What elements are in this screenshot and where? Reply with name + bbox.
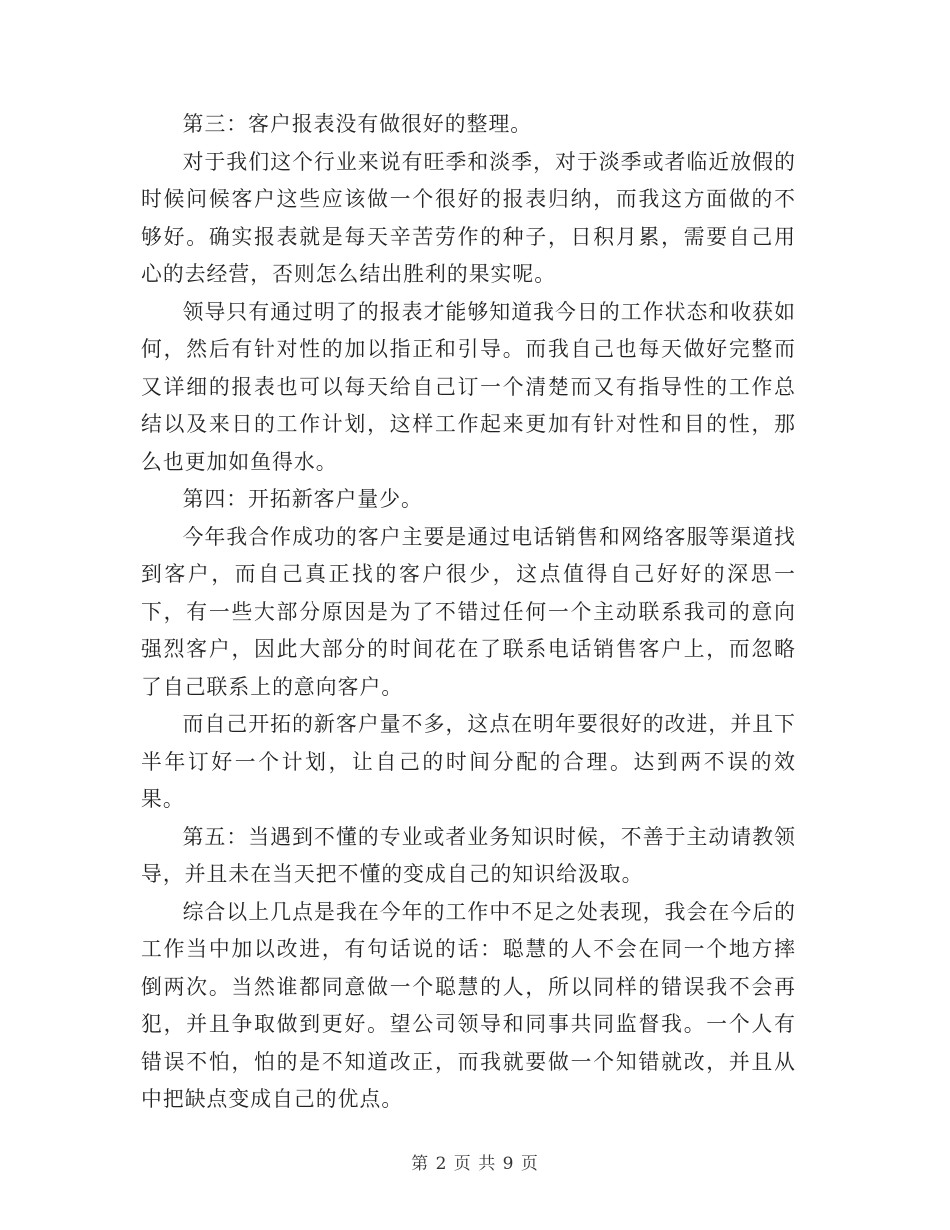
heading-point-three: 第三：客户报表没有做很好的整理。 <box>182 112 533 136</box>
paragraph: 而自己开拓的新客户量不多，这点在明年要很好的改进，并且下半年订好一个计划，让自己的时间分配的合理。达到两不误的效果。 <box>141 712 796 811</box>
paragraph: 今年我合作成功的客户主要是通过电话销售和网络客服等渠道找到客户，而自己真正找的客户很少，这点值得自己好好的深思一下，有一些大部分原因是为了不错过任何一个主动联系我司的意向强烈客户，因此大部分的时间花在了联系电话销售客户上，而忽略了自己联系上的意向客户。 <box>141 524 796 699</box>
paragraph: 领导只有通过明了的报表才能够知道我今日的工作状态和收获如何，然后有针对性的加以指正和引导。而我自己也每天做好完整而又详细的报表也可以每天给自己订一个清楚而又有指导性的工作总结以及来日的工作计划，这样工作起来更加有针对性和目的性，那么也更加如鱼得水。 <box>141 299 796 474</box>
body-text <box>141 106 796 1119</box>
page-number-footer: 第 2 页 共 9 页 <box>411 1154 539 1174</box>
paragraph: 综合以上几点是我在今年的工作中不足之处表现，我会在今后的工作当中加以改进，有句话说的话：聪慧的人不会在同一个地方摔倒两次。当然谁都同意做一个聪慧的人，所以同样的错误我不会再犯，并且争取做到更好。望公司领导和同事共同监督我。一个人有错误不怕，怕的是不知道改正，而我就要做一个知错就改，并且从中把缺点变成自己的优点。 <box>141 899 796 1111</box>
heading-point-four: 第四：开拓新客户量少。 <box>182 487 423 511</box>
paragraph: 对于我们这个行业来说有旺季和淡季，对于淡季或者临近放假的时候问候客户这些应该做一个很好的报表归纳，而我这方面做的不够好。确实报表就是每天辛苦劳作的种子，日积月累，需要自己用心的去经营，否则怎么结出胜利的果实呢。 <box>141 149 796 286</box>
heading-point-five: 第五：当遇到不懂的专业或者业务知识时候，不善于主动请教领导，并且未在当天把不懂的变成自己的知识给汲取。 <box>141 824 796 886</box>
